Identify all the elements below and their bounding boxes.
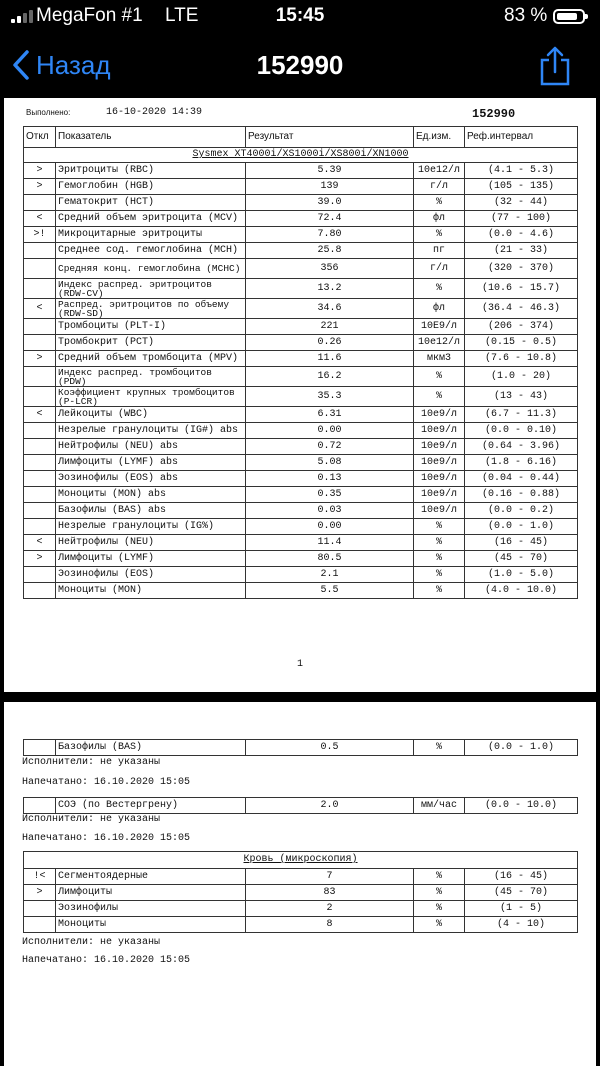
unit-cell: пг xyxy=(414,243,465,259)
column-header: Откл xyxy=(24,127,56,148)
flag-cell: >! xyxy=(24,227,56,243)
table-row xyxy=(24,211,578,227)
flag-cell xyxy=(24,519,56,535)
ref-cell: (0.0 - 0.2) xyxy=(465,503,578,519)
flag-cell xyxy=(24,583,56,599)
ref-cell: (77 - 100) xyxy=(465,211,578,227)
unit-cell: % xyxy=(414,535,465,551)
result-cell: 39.0 xyxy=(246,195,414,211)
name-cell: Коэффициент крупных тромбоцитов (P-LCR) xyxy=(56,387,246,407)
flag-cell: < xyxy=(24,535,56,551)
performers-note: Исполнители: не указаны xyxy=(22,814,161,825)
ref-cell: (1 - 5) xyxy=(465,901,578,917)
ref-cell: (0.04 - 0.44) xyxy=(465,471,578,487)
ref-cell: (0.0 - 0.10) xyxy=(465,423,578,439)
unit-cell: 10e9/л xyxy=(414,423,465,439)
name-cell: Моноциты xyxy=(56,917,246,933)
unit-cell: % xyxy=(414,195,465,211)
ref-cell: (13 - 43) xyxy=(465,387,578,407)
page-number: 1 xyxy=(296,659,303,670)
name-cell: Эозинофилы (EOS) abs xyxy=(56,471,246,487)
name-cell: Гематокрит (HCT) xyxy=(56,195,246,211)
unit-cell: 10e9/л xyxy=(414,439,465,455)
flag-cell xyxy=(24,259,56,279)
flag-cell xyxy=(24,901,56,917)
table-header xyxy=(24,127,578,148)
flag-cell: > xyxy=(24,351,56,367)
unit-cell: г/л xyxy=(414,179,465,195)
result-cell: 356 xyxy=(246,259,414,279)
result-cell: 0.03 xyxy=(246,503,414,519)
table-row xyxy=(24,917,578,933)
result-cell: 0.13 xyxy=(246,471,414,487)
table-row xyxy=(24,259,578,279)
ref-cell: (16 - 45) xyxy=(465,869,578,885)
ref-cell: (105 - 135) xyxy=(465,179,578,195)
unit-cell: % xyxy=(414,901,465,917)
ref-cell: (4 - 10) xyxy=(465,917,578,933)
results-table xyxy=(23,126,578,599)
ref-cell: (45 - 70) xyxy=(465,885,578,901)
sample-id: 152990 xyxy=(472,107,516,121)
table-row xyxy=(24,163,578,179)
table-row xyxy=(24,299,578,319)
column-header: Ед.изм. xyxy=(414,127,465,148)
result-cell: 139 xyxy=(246,179,414,195)
name-cell: Распред. эритроцитов по объему (RDW-SD) xyxy=(56,299,246,319)
unit-cell: % xyxy=(414,551,465,567)
name-cell: Лейкоциты (WBC) xyxy=(56,407,246,423)
table-row xyxy=(24,535,578,551)
result-cell: 5.08 xyxy=(246,455,414,471)
ref-cell: (1.0 - 20) xyxy=(465,367,578,387)
flag-cell xyxy=(24,487,56,503)
result-cell: 0.72 xyxy=(246,439,414,455)
battery-icon xyxy=(553,9,585,24)
analyzer-row xyxy=(24,148,578,163)
unit-cell: 10e12/л xyxy=(414,335,465,351)
flag-cell xyxy=(24,367,56,387)
table-row xyxy=(24,798,578,814)
flag-cell: !< xyxy=(24,869,56,885)
result-cell: 2.1 xyxy=(246,567,414,583)
result-cell: 5.39 xyxy=(246,163,414,179)
ref-cell: (0.0 - 10.0) xyxy=(465,798,578,814)
performers-note: Исполнители: не указаны xyxy=(22,757,161,768)
name-cell: Лимфоциты (LYMF) abs xyxy=(56,455,246,471)
name-cell: Лимфоциты xyxy=(56,885,246,901)
printed-note: Напечатано: 16.10.2020 15:05 xyxy=(22,833,191,844)
performed-date: 16-10-2020 14:39 xyxy=(106,107,203,118)
share-icon xyxy=(538,46,572,86)
name-cell: Нейтрофилы (NEU) xyxy=(56,535,246,551)
unit-cell: % xyxy=(414,869,465,885)
navigation-bar xyxy=(0,34,600,98)
microscopy-title-row xyxy=(24,852,578,869)
microscopy-title: Кровь (микроскопия) xyxy=(24,852,578,869)
ref-cell: (206 - 374) xyxy=(465,319,578,335)
unit-cell: г/л xyxy=(414,259,465,279)
performed-label: Выполнено: xyxy=(26,108,71,117)
name-cell: Моноциты (MON) abs xyxy=(56,487,246,503)
name-cell: Нейтрофилы (NEU) abs xyxy=(56,439,246,455)
name-cell: Тромбокрит (PCT) xyxy=(56,335,246,351)
back-label: Назад xyxy=(36,49,111,80)
name-cell: Незрелые гранулоциты (IG%) xyxy=(56,519,246,535)
table-row xyxy=(24,551,578,567)
analyzer-name: Sysmex XT4000i/XS1000i/XS800i/XN1000 xyxy=(24,148,578,163)
name-cell: Индекс распред. тромбоцитов (PDW) xyxy=(56,367,246,387)
unit-cell: мм/час xyxy=(414,798,465,814)
report-page-2 xyxy=(4,702,596,1066)
ref-cell: (4.1 - 5.3) xyxy=(465,163,578,179)
flag-cell xyxy=(24,503,56,519)
result-cell: 11.4 xyxy=(246,535,414,551)
name-cell: Средняя конц. гемоглобина (MCHC) xyxy=(56,259,246,279)
result-cell: 0.26 xyxy=(246,335,414,351)
table-row xyxy=(24,885,578,901)
status-bar xyxy=(0,0,600,34)
name-cell: Средний объем эритроцита (MCV) xyxy=(56,211,246,227)
unit-cell: % xyxy=(414,885,465,901)
table-row xyxy=(24,583,578,599)
name-cell: Среднее сод. гемоглобина (MCH) xyxy=(56,243,246,259)
name-cell: Средний объем тромбоцита (MPV) xyxy=(56,351,246,367)
table-row xyxy=(24,423,578,439)
ref-cell: (45 - 70) xyxy=(465,551,578,567)
ref-cell: (0.64 - 3.96) xyxy=(465,439,578,455)
flag-cell xyxy=(24,798,56,814)
flag-cell xyxy=(24,423,56,439)
table-row xyxy=(24,901,578,917)
network-type: LTE xyxy=(165,5,199,26)
flag-cell xyxy=(24,335,56,351)
flag-cell xyxy=(24,439,56,455)
unit-cell: % xyxy=(414,567,465,583)
ref-cell: (0.15 - 0.5) xyxy=(465,335,578,351)
unit-cell: % xyxy=(414,367,465,387)
flag-cell xyxy=(24,319,56,335)
table-row xyxy=(24,519,578,535)
ref-cell: (1.0 - 5.0) xyxy=(465,567,578,583)
name-cell: Гемоглобин (HGB) xyxy=(56,179,246,195)
column-header: Показатель xyxy=(56,127,246,148)
name-cell: Сегментоядерные xyxy=(56,869,246,885)
result-cell: 34.6 xyxy=(246,299,414,319)
result-cell: 35.3 xyxy=(246,387,414,407)
result-cell: 2.0 xyxy=(246,798,414,814)
result-cell: 5.5 xyxy=(246,583,414,599)
table-row xyxy=(24,243,578,259)
name-cell: Эритроциты (RBC) xyxy=(56,163,246,179)
flag-cell: > xyxy=(24,179,56,195)
unit-cell: фл xyxy=(414,211,465,227)
result-cell: 7 xyxy=(246,869,414,885)
ref-cell: (4.0 - 10.0) xyxy=(465,583,578,599)
column-header: Результат xyxy=(246,127,414,148)
unit-cell: % xyxy=(414,583,465,599)
unit-cell: 10E9/л xyxy=(414,319,465,335)
flag-cell xyxy=(24,471,56,487)
unit-cell: фл xyxy=(414,299,465,319)
table-row xyxy=(24,455,578,471)
printed-note: Напечатано: 16.10.2020 15:05 xyxy=(22,955,191,966)
flag-cell xyxy=(24,279,56,299)
unit-cell: % xyxy=(414,279,465,299)
table-row xyxy=(24,740,578,756)
table-row xyxy=(24,567,578,583)
unit-cell: % xyxy=(414,740,465,756)
performers-note: Исполнители: не указаны xyxy=(22,937,161,948)
ref-cell: (0.0 - 1.0) xyxy=(465,519,578,535)
unit-cell: % xyxy=(414,917,465,933)
result-cell: 7.80 xyxy=(246,227,414,243)
table-row xyxy=(24,319,578,335)
table-row xyxy=(24,439,578,455)
flag-cell: < xyxy=(24,211,56,227)
flag-cell: > xyxy=(24,551,56,567)
table-row xyxy=(24,487,578,503)
unit-cell: 10e9/л xyxy=(414,455,465,471)
ref-cell: (7.6 - 10.8) xyxy=(465,351,578,367)
name-cell: Эозинофилы (EOS) xyxy=(56,567,246,583)
unit-cell: % xyxy=(414,519,465,535)
table-row xyxy=(24,195,578,211)
result-cell: 16.2 xyxy=(246,367,414,387)
share-button[interactable] xyxy=(538,46,572,91)
name-cell: СОЭ (по Вестергрену) xyxy=(56,798,246,814)
result-cell: 13.2 xyxy=(246,279,414,299)
name-cell: Индекс распред. эритроцитов (RDW-CV) xyxy=(56,279,246,299)
printed-note: Напечатано: 16.10.2020 15:05 xyxy=(22,777,191,788)
clock: 15:45 xyxy=(275,5,325,26)
flag-cell xyxy=(24,387,56,407)
table-row xyxy=(24,335,578,351)
unit-cell: 10e12/л xyxy=(414,163,465,179)
table-row xyxy=(24,869,578,885)
result-cell: 25.8 xyxy=(246,243,414,259)
table-row xyxy=(24,351,578,367)
result-cell: 80.5 xyxy=(246,551,414,567)
name-cell: Эозинофилы xyxy=(56,901,246,917)
name-cell: Тромбоциты (PLT-I) xyxy=(56,319,246,335)
ref-cell: (16 - 45) xyxy=(465,535,578,551)
result-cell: 0.5 xyxy=(246,740,414,756)
table-row xyxy=(24,471,578,487)
carrier-name: MegaFon #1 xyxy=(36,5,143,26)
column-header: Реф.интервал xyxy=(465,127,578,148)
basophils-table xyxy=(23,739,578,756)
unit-cell: 10e9/л xyxy=(414,407,465,423)
table-row xyxy=(24,179,578,195)
unit-cell: % xyxy=(414,227,465,243)
result-cell: 0.00 xyxy=(246,519,414,535)
ref-cell: (0.16 - 0.88) xyxy=(465,487,578,503)
flag-cell xyxy=(24,567,56,583)
ref-cell: (6.7 - 11.3) xyxy=(465,407,578,423)
result-cell: 6.31 xyxy=(246,407,414,423)
name-cell: Базофилы (BAS) xyxy=(56,740,246,756)
flag-cell xyxy=(24,195,56,211)
result-cell: 0.35 xyxy=(246,487,414,503)
esr-table xyxy=(23,797,578,814)
unit-cell: 10e9/л xyxy=(414,503,465,519)
flag-cell xyxy=(24,740,56,756)
name-cell: Базофилы (BAS) abs xyxy=(56,503,246,519)
flag-cell xyxy=(24,243,56,259)
table-row xyxy=(24,387,578,407)
result-cell: 72.4 xyxy=(246,211,414,227)
result-cell: 2 xyxy=(246,901,414,917)
ref-cell: (32 - 44) xyxy=(465,195,578,211)
ref-cell: (1.8 - 6.16) xyxy=(465,455,578,471)
name-cell: Незрелые гранулоциты (IG#) abs xyxy=(56,423,246,439)
flag-cell: < xyxy=(24,407,56,423)
flag-cell: > xyxy=(24,885,56,901)
unit-cell: 10e9/л xyxy=(414,487,465,503)
flag-cell xyxy=(24,917,56,933)
table-row xyxy=(24,227,578,243)
unit-cell: 10e9/л xyxy=(414,471,465,487)
unit-cell: мкм3 xyxy=(414,351,465,367)
page-title: 152990 xyxy=(256,50,344,80)
flag-cell: < xyxy=(24,299,56,319)
battery-percent: 83 % xyxy=(504,5,548,26)
unit-cell: % xyxy=(414,387,465,407)
result-cell: 221 xyxy=(246,319,414,335)
ref-cell: (36.4 - 46.3) xyxy=(465,299,578,319)
table-row xyxy=(24,279,578,299)
ref-cell: (0.0 - 4.6) xyxy=(465,227,578,243)
table-row xyxy=(24,503,578,519)
result-cell: 83 xyxy=(246,885,414,901)
report-page-1 xyxy=(4,98,596,692)
ref-cell: (0.0 - 1.0) xyxy=(465,740,578,756)
name-cell: Моноциты (MON) xyxy=(56,583,246,599)
flag-cell xyxy=(24,455,56,471)
table-row xyxy=(24,407,578,423)
result-cell: 8 xyxy=(246,917,414,933)
ref-cell: (320 - 370) xyxy=(465,259,578,279)
result-cell: 11.6 xyxy=(246,351,414,367)
flag-cell: > xyxy=(24,163,56,179)
result-cell: 0.00 xyxy=(246,423,414,439)
ref-cell: (10.6 - 15.7) xyxy=(465,279,578,299)
name-cell: Лимфоциты (LYMF) xyxy=(56,551,246,567)
table-row xyxy=(24,367,578,387)
microscopy-table xyxy=(23,851,578,933)
name-cell: Микроцитарные эритроциты xyxy=(56,227,246,243)
ref-cell: (21 - 33) xyxy=(465,243,578,259)
